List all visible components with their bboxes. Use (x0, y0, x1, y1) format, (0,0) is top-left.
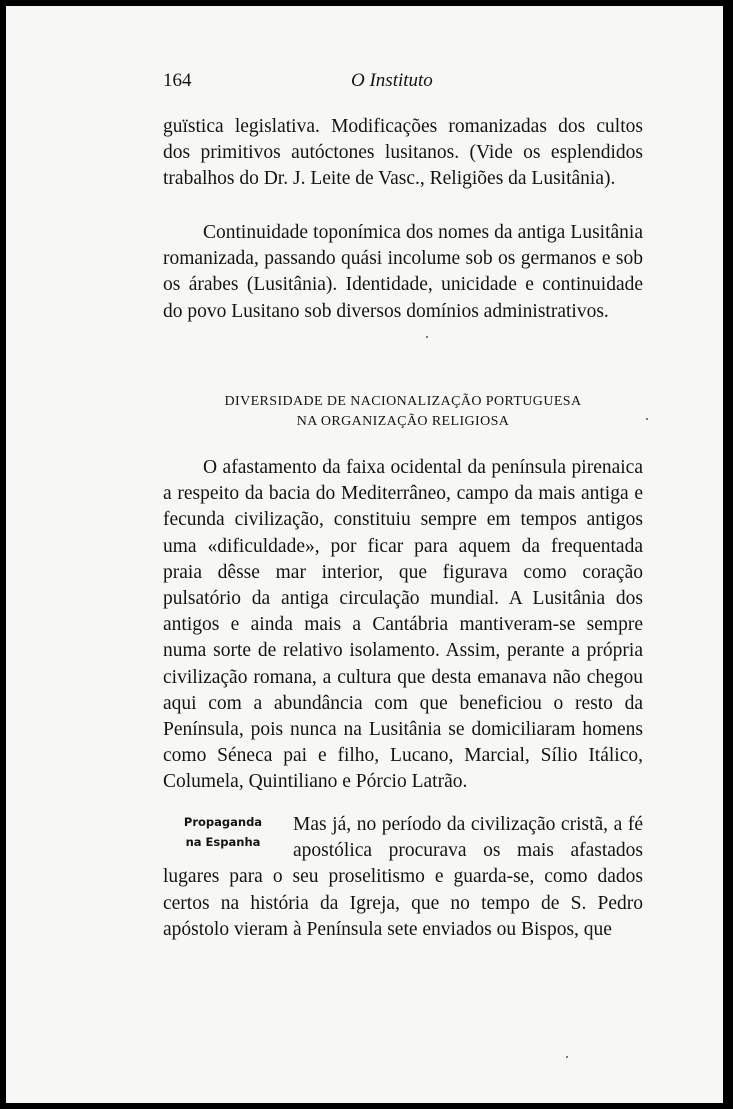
paragraph-4 (163, 812, 643, 943)
margin-note-line-1: Propaganda (183, 815, 263, 829)
page-number: 164 (163, 70, 192, 91)
print-speck (646, 418, 648, 420)
margin-note-line-2: na Espanha (185, 835, 261, 849)
book-page (6, 6, 723, 1103)
running-title: O Instituto (351, 70, 433, 91)
print-speck (426, 336, 428, 338)
paragraph-1: guïstica legislativa. Modificações romanizadas dos cultos dos primitivos autóctones lusitanos. (Vide os esplendidos trabalhos do Dr. J. Leite de Vasc., Religiões da Lusitânia). (163, 116, 643, 190)
margin-note-spacer (163, 812, 293, 862)
paragraph-3: O afastamento da faixa ocidental da península pirenaica a respeito da bacia do Mediterrâneo, campo da mais antiga e fecunda civilização, constituiu sempre em tempos antigos uma «dificuldade», por ficar para aquem da frequentada praia dêsse mar interior, que figurava como coração pulsatório da antiga circulação mundial. A Lusitânia dos antigos e ainda mais a Cantábria mantiveram-se sempre numa sorte de relativo isolamento. Assim, perante a própria civilização romana, a cultura que desta emanava não chegou aqui com a abundância com que beneficiou o resto da Península, pois nunca na Lusitânia se domiciliaram homens como Séneca pai e filho, Lucano, Marcial, Sílio Itálico, Columela, Quintiliano e Pórcio Latrão. (163, 457, 643, 793)
paragraph-4-text: Mas já, no período da civilização cristã, a fé apostólica procurava os mais afastados lugares para o seu proselitismo e guarda-se, como dados certos na história da Igreja, que no tempo de S. Pedro apóstolo vieram à Península sete enviados ou Bispos, que (163, 814, 643, 940)
print-speck (566, 1056, 568, 1058)
section-heading (163, 392, 643, 432)
paragraph-2: Continuidade toponímica dos nomes da antiga Lusitânia romanizada, passando quási incolume sob os germanos e sob os árabes (Lusitânia). Identidade, unicidade e continuidade do povo Lusitano sob diversos domínios administrativos. (163, 222, 643, 322)
section-heading-line-2: NA ORGANIZAÇÃO RELIGIOSA (296, 414, 510, 429)
section-heading-line-1: DIVERSIDADE DE NACIONALIZAÇÃO PORTUGUESA (224, 394, 582, 409)
